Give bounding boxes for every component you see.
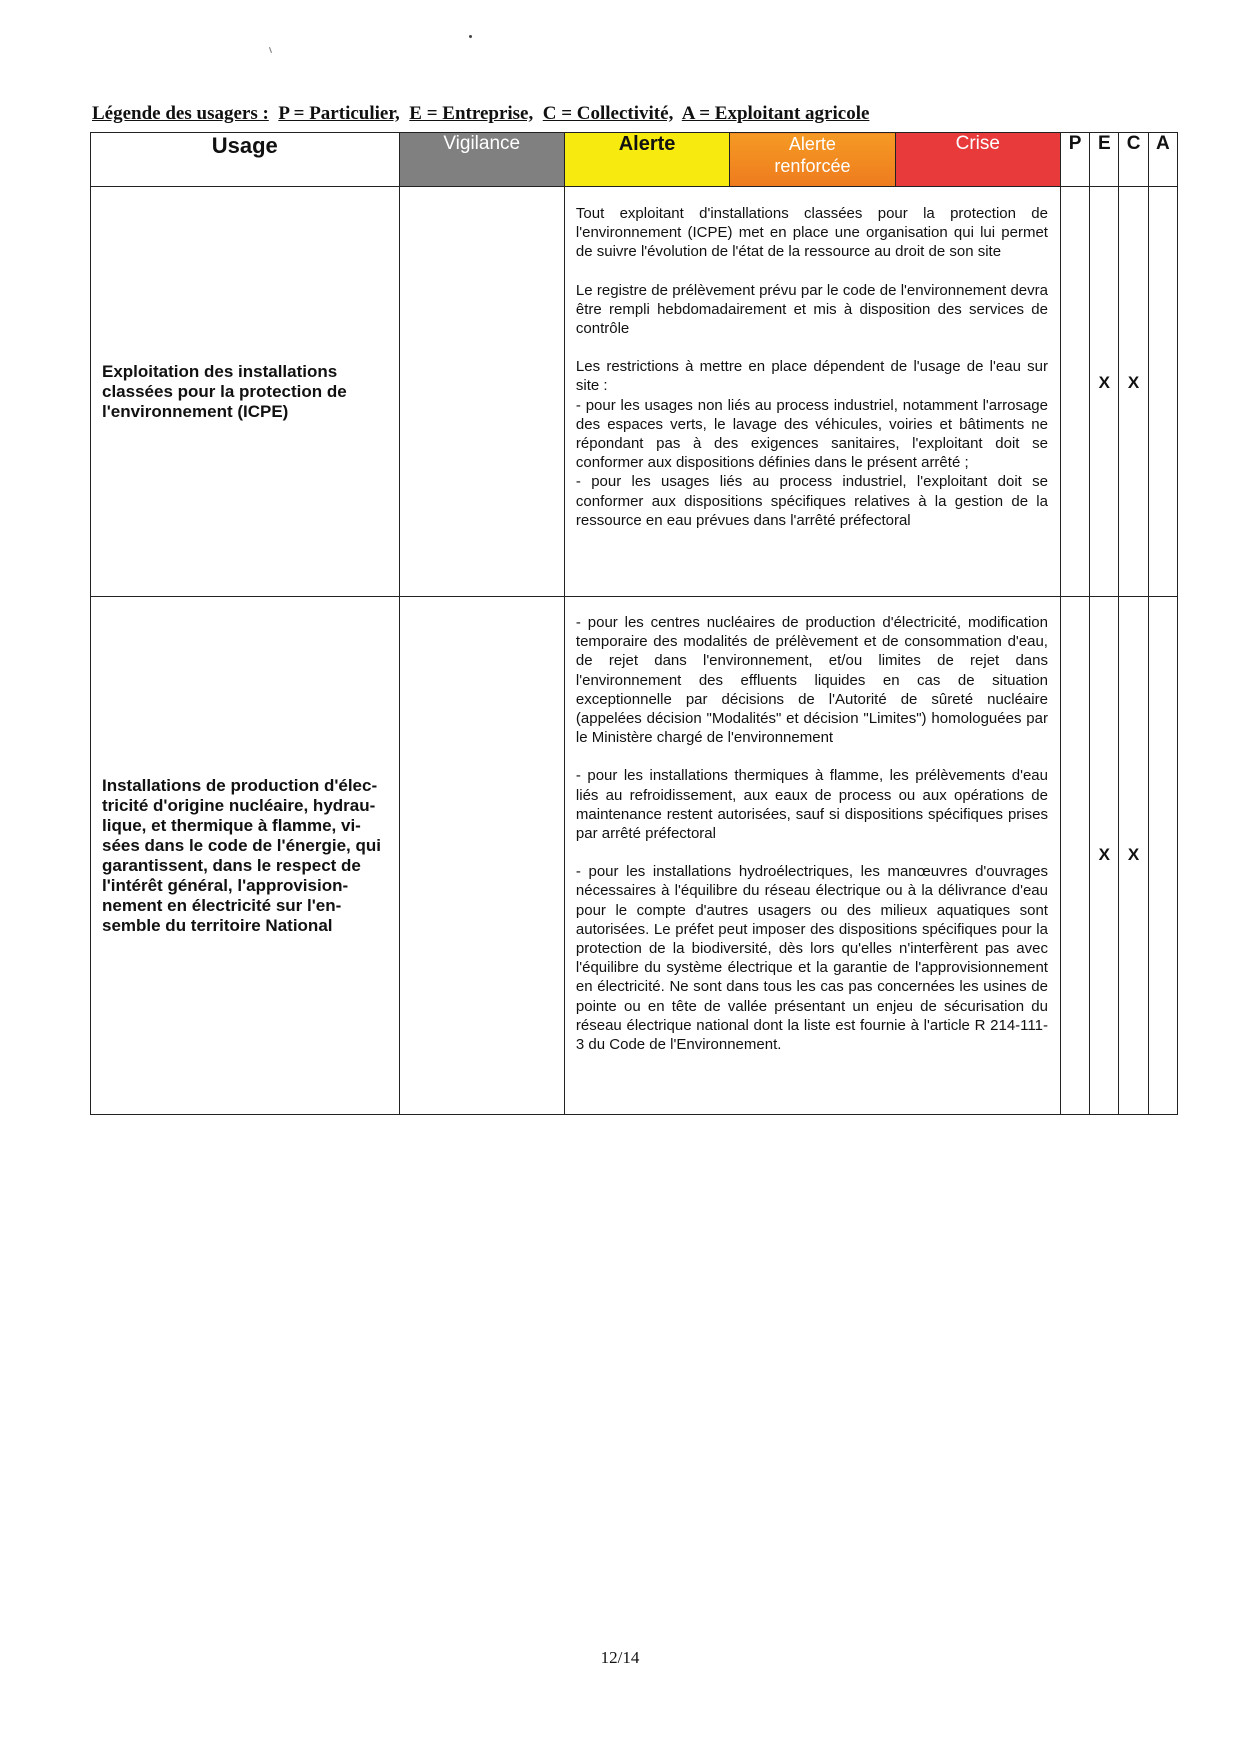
mark-p [1060,187,1089,597]
header-usage: Usage [91,133,400,187]
measure-paragraph: - pour les centres nucléaires de production d'électricité, modification temporaire des modalités de prélèvement et de consommation d'eau, de rejet dans l'environnement, et/ou limites de rejet dans l'environnement des effluents liquides en cas de situation exceptionnelle par décisions de l'Autorité de sûreté nucléaire (appelées décision "Modalités" et décision "Limites") homologuées par le Ministère chargé de l'environnement [575,614,1048,747]
legend-item-a: A = Exploitant agricole [681,103,870,124]
vigilance-cell [399,187,564,597]
mark-e-value: X [1098,845,1110,864]
measures-cell [564,187,1060,597]
measure-paragraph: - pour les usages non liés au process industriel, notamment l'arrosage des espaces verts, le lavage des véhicules, voiries et bâtiments ne répondant pas à des exigences sanitaires, l'exploitant doit se conformer aux dispositions définies dans le présent arrêté ; [575,396,1048,472]
mark-a [1148,597,1177,1115]
usage-label: Exploitation des installations classées pour la protection de l'environnement (ICPE) [102,361,347,421]
header-alerte-renforcee [730,133,895,187]
usage-label: Installations de production d'élec-tricité d'origine nucléaire, hydrau-lique, et thermique à flamme, vi-sées dans le code de l'énergie, qui garantissent, dans le respect de l'intérêt général, l'approvision-nement en électricité sur l'en-semble du territoire National [102,775,381,935]
measure-paragraph: - pour les installations thermiques à flamme, les prélèvements d'eau liés au refroidissement, aux eaux de process ou aux opérations de maintenance restent autorisées, sauf si dispositions spécifiques prises par arrêté préfectoral [575,767,1048,843]
mark-e-value: X [1098,373,1110,392]
header-row [91,133,1178,187]
header-alerte: Alerte [564,133,729,187]
mark-c [1119,187,1148,597]
legend-item-c: C = Collectivité, [542,103,674,124]
scan-speck [469,35,472,38]
header-crise: Crise [895,133,1060,187]
mark-p [1060,597,1089,1115]
usage-table [90,132,1178,1115]
page-number: 12/14 [600,1648,640,1667]
measure-paragraph: Le registre de prélèvement prévu par le code de l'environnement devra être rempli hebdomadairement et mis à disposition des services de contrôle [575,281,1048,338]
measure-paragraph: - pour les installations hydroélectriques, les manœuvres d'ouvrages nécessaires à l'équilibre du réseau électrique ou à la délivrance d'eau pour le compte d'autres usagers ou des milieux aquatiques sont autorisées. Le préfet peut imposer des dispositions spécifiques pour la protection de la biodiversité, dès lors qu'elles n'interfèrent pas avec l'équilibre du système électrique et la garantie de l'approvisionnement en électricité. Ne sont dans tous les cas pas concernées les usines de pointe ou en tête de vallée présentant un enjeu de sécurisation du réseau électrique national dont la liste est fournie à l'article R 214-111-3 du Code de l'Environnement. [575,863,1048,1054]
table-row [91,187,1178,597]
header-vigilance: Vigilance [399,133,564,187]
mark-c-value: X [1127,373,1140,392]
usage-cell [91,187,400,597]
mark-c-value: X [1127,845,1140,864]
header-alerte-renforcee-line2: renforcée [774,156,851,176]
header-e: E [1090,133,1119,187]
legend-item-e: E = Entreprise, [409,103,534,124]
measure-paragraph: Les restrictions à mettre en place dépendent de l'usage de l'eau sur site : [575,358,1048,395]
header-c: C [1119,133,1148,187]
mark-c [1119,597,1148,1115]
usage-cell [91,597,400,1115]
legend-item-p: P = Particulier, [278,103,400,124]
vigilance-cell [399,597,564,1115]
mark-a [1148,187,1177,597]
measure-paragraph: Tout exploitant d'installations classées pour la protection de l'environnement (ICPE) met en place une organisation qui lui permet de suivre l'évolution de l'état de la ressource au droit de son site [575,205,1048,261]
mark-e [1090,597,1119,1115]
scan-mark [269,47,272,53]
header-a: A [1148,133,1177,187]
table-row [91,597,1178,1115]
legend-prefix: Légende des usagers : [92,103,269,124]
measure-paragraph: - pour les usages liés au process industriel, l'exploitant doit se conformer aux dispositions spécifiques relatives à la gestion de la ressource en eau prévues dans l'arrêté préfectoral [575,473,1048,529]
legend [92,103,869,125]
measures-cell [564,597,1060,1115]
header-alerte-renforcee-line1: Alerte [788,134,836,154]
header-p: P [1060,133,1089,187]
mark-e [1090,187,1119,597]
